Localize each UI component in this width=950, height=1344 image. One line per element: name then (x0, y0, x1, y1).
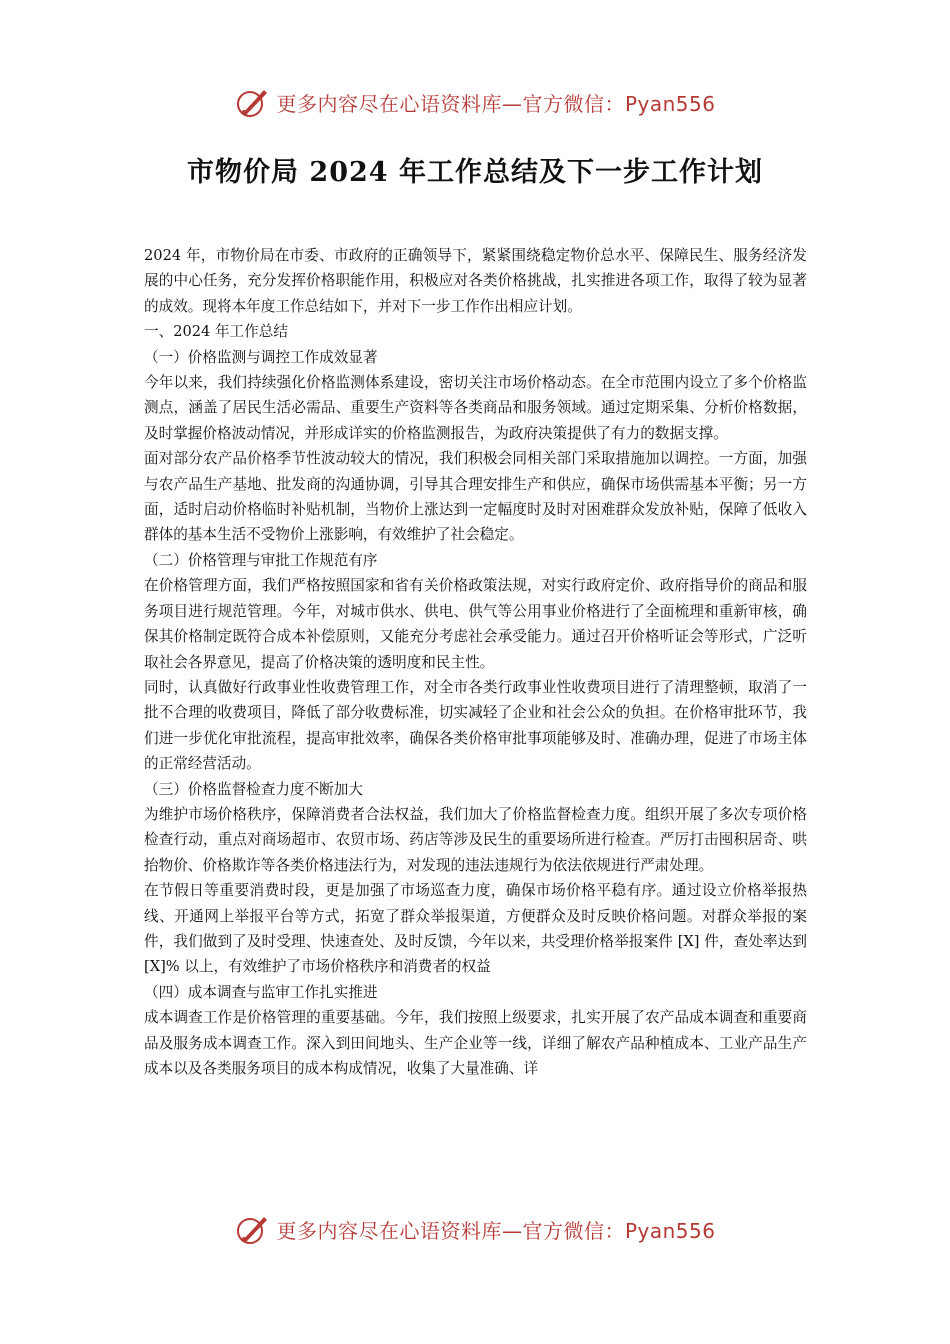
watermark-header (0, 84, 950, 120)
subsection-heading: （三）价格监督检查力度不断加大 (144, 780, 363, 798)
paragraph: 在节假日等重要消费时段，更是加强了市场巡查力度，确保市场价格平稳有序。通过设立价格举报热线、开通网上举报平台等方式，拓宽了群众举报渠道，方便群众及时反映价格问题。对群众举报的案件，我们做到了及时受理、快速查处、及时反馈，今年以来，共受理价格举报案件 [X] 件，查处率达到 [X]% 以上，有效维护了市场价格秩序和消费者的权益 (144, 882, 807, 976)
paragraph: 在价格管理方面，我们严格按照国家和省有关价格政策法规，对实行政府定价、政府指导价的商品和服务项目进行规范管理。今年，对城市供水、供电、供气等公用事业价格进行了全面梳理和重新审核，确保其价格制定既符合成本补偿原则，又能充分考虑社会承受能力。通过召开价格听证会等形式，广泛听取社会各界意见，提高了价格决策的透明度和民主性。 (144, 577, 807, 671)
subsection-heading: （四）成本调查与监审工作扎实推进 (144, 983, 378, 1001)
paragraph: 今年以来，我们持续强化价格监测体系建设，密切关注市场价格动态。在全市范围内设立了多个价格监测点，涵盖了居民生活必需品、重要生产资料等各类商品和服务领域。通过定期采集、分析价格数据，及时掌握价格波动情况，并形成详实的价格监测报告，为政府决策提供了有力的数据支撑。 (144, 374, 807, 442)
paragraph: 2024 年，市物价局在市委、市政府的正确领导下，紧紧围绕稳定物价总水平、保障民生、服务经济发展的中心任务，充分发挥价格职能作用，积极应对各类价格挑战，扎实推进各项工作，取得了较为显著的成效。现将本年度工作总结如下，并对下一步工作作出相应计划。 (144, 247, 807, 315)
paragraph: 为维护市场价格秩序，保障消费者合法权益，我们加大了价格监督检查力度。组织开展了多次专项价格检查行动，重点对商场超市、农贸市场、药店等涉及民生的重要场所进行检查。严厉打击囤积居奇、哄抬物价、价格欺诈等各类价格违法行为，对发现的违法违规行为依法依规进行严肃处理。 (144, 805, 807, 874)
subsection-heading: （二）价格管理与审批工作规范有序 (144, 551, 378, 569)
feather-pen-logo-icon (234, 1211, 270, 1247)
paragraph: 成本调查工作是价格管理的重要基础。今年，我们按照上级要求，扎实开展了农产品成本调查和重要商品及服务成本调查工作。深入到田间地头、生产企业等一线，详细了解农产品种植成本、工业产品生产成本以及各类服务项目的成本构成情况，收集了大量准确、详 (144, 1009, 807, 1077)
watermark-text: 更多内容尽在心语资料库—官方微信：Pyan556 (276, 1218, 716, 1243)
watermark-footer (0, 1211, 950, 1247)
feather-pen-logo-icon (234, 84, 270, 120)
watermark-text: 更多内容尽在心语资料库—官方微信：Pyan556 (276, 91, 716, 116)
paragraph: 同时，认真做好行政事业性收费管理工作，对全市各类行政事业性收费项目进行了清理整顿，取消了一批不合理的收费项目，降低了部分收费标准，切实减轻了企业和社会公众的负担。在价格审批环节，我们进一步优化审批流程，提高审批效率，确保各类价格审批事项能够及时、准确办理，促进了市场主体的正常经营活动。 (144, 678, 807, 773)
subsection-heading: （一）价格监测与调控工作成效显著 (144, 348, 378, 366)
section-heading: 一、2024 年工作总结 (144, 323, 288, 341)
paragraph: 面对部分农产品价格季节性波动较大的情况，我们积极会同相关部门采取措施加以调控。一方面，加强与农产品生产基地、批发商的沟通协调，引导其合理安排生产和供应，确保市场供需基本平衡；另一方面，适时启动价格临时补贴机制，当物价上涨达到一定幅度时及时对困难群众发放补贴，保障了低收入群体的基本生活不受物价上涨影响，有效维护了社会稳定。 (144, 450, 807, 544)
document-title: 市物价局 2024 年工作总结及下一步工作计划 (187, 157, 763, 188)
document-body (144, 243, 807, 1081)
